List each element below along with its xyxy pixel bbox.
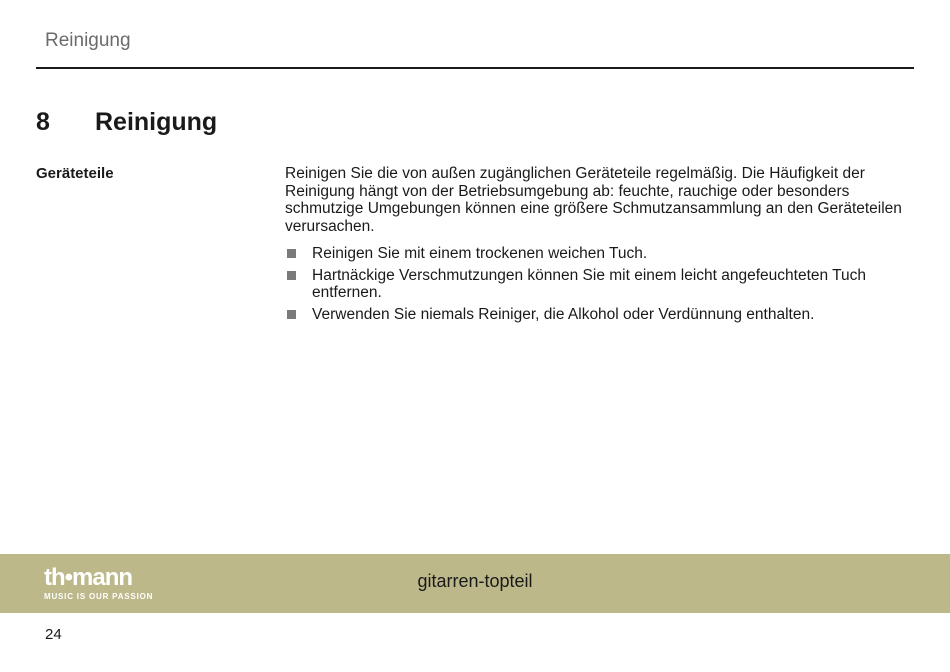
product-title: gitarren-topteil	[417, 571, 533, 591]
square-bullet-icon	[287, 271, 296, 280]
bullet-list	[285, 245, 915, 323]
logo-tagline: MUSIC IS OUR PASSION	[44, 592, 154, 601]
chapter-number: 8	[36, 108, 50, 136]
running-header: Reinigung	[45, 30, 131, 51]
section-label: Geräteteile	[36, 165, 114, 182]
chapter-title: Reinigung	[95, 108, 218, 136]
bullet-text: Verwenden Sie niemals Reiniger, die Alkohol oder Verdünnung enthalten.	[312, 305, 815, 323]
list-item	[285, 267, 915, 302]
list-item	[285, 245, 915, 263]
page-number: 24	[45, 626, 62, 643]
list-item	[285, 306, 915, 324]
square-bullet-icon	[287, 249, 296, 258]
intro-paragraph: Reinigen Sie die von außen zugänglichen Geräteteile regelmäßig. Die Häufigkeit der Reinigung hängt von der Betriebsumgebung ab: feuchte, rauchige oder besonders schmutzige Umgebungen können eine größere Schmutzansammlung an den Geräteteilen verursachen.	[285, 165, 902, 235]
logo-wordmark: th•mann	[44, 564, 133, 591]
section-body	[285, 165, 915, 327]
square-bullet-icon	[287, 310, 296, 319]
chapter-heading	[36, 108, 217, 137]
bullet-text: Hartnäckige Verschmutzungen können Sie mit einem leicht angefeuchteten Tuch entfernen.	[312, 266, 867, 301]
header-rule	[36, 67, 914, 69]
bullet-text: Reinigen Sie mit einem trockenen weichen Tuch.	[312, 245, 648, 262]
footer-band	[0, 554, 950, 613]
